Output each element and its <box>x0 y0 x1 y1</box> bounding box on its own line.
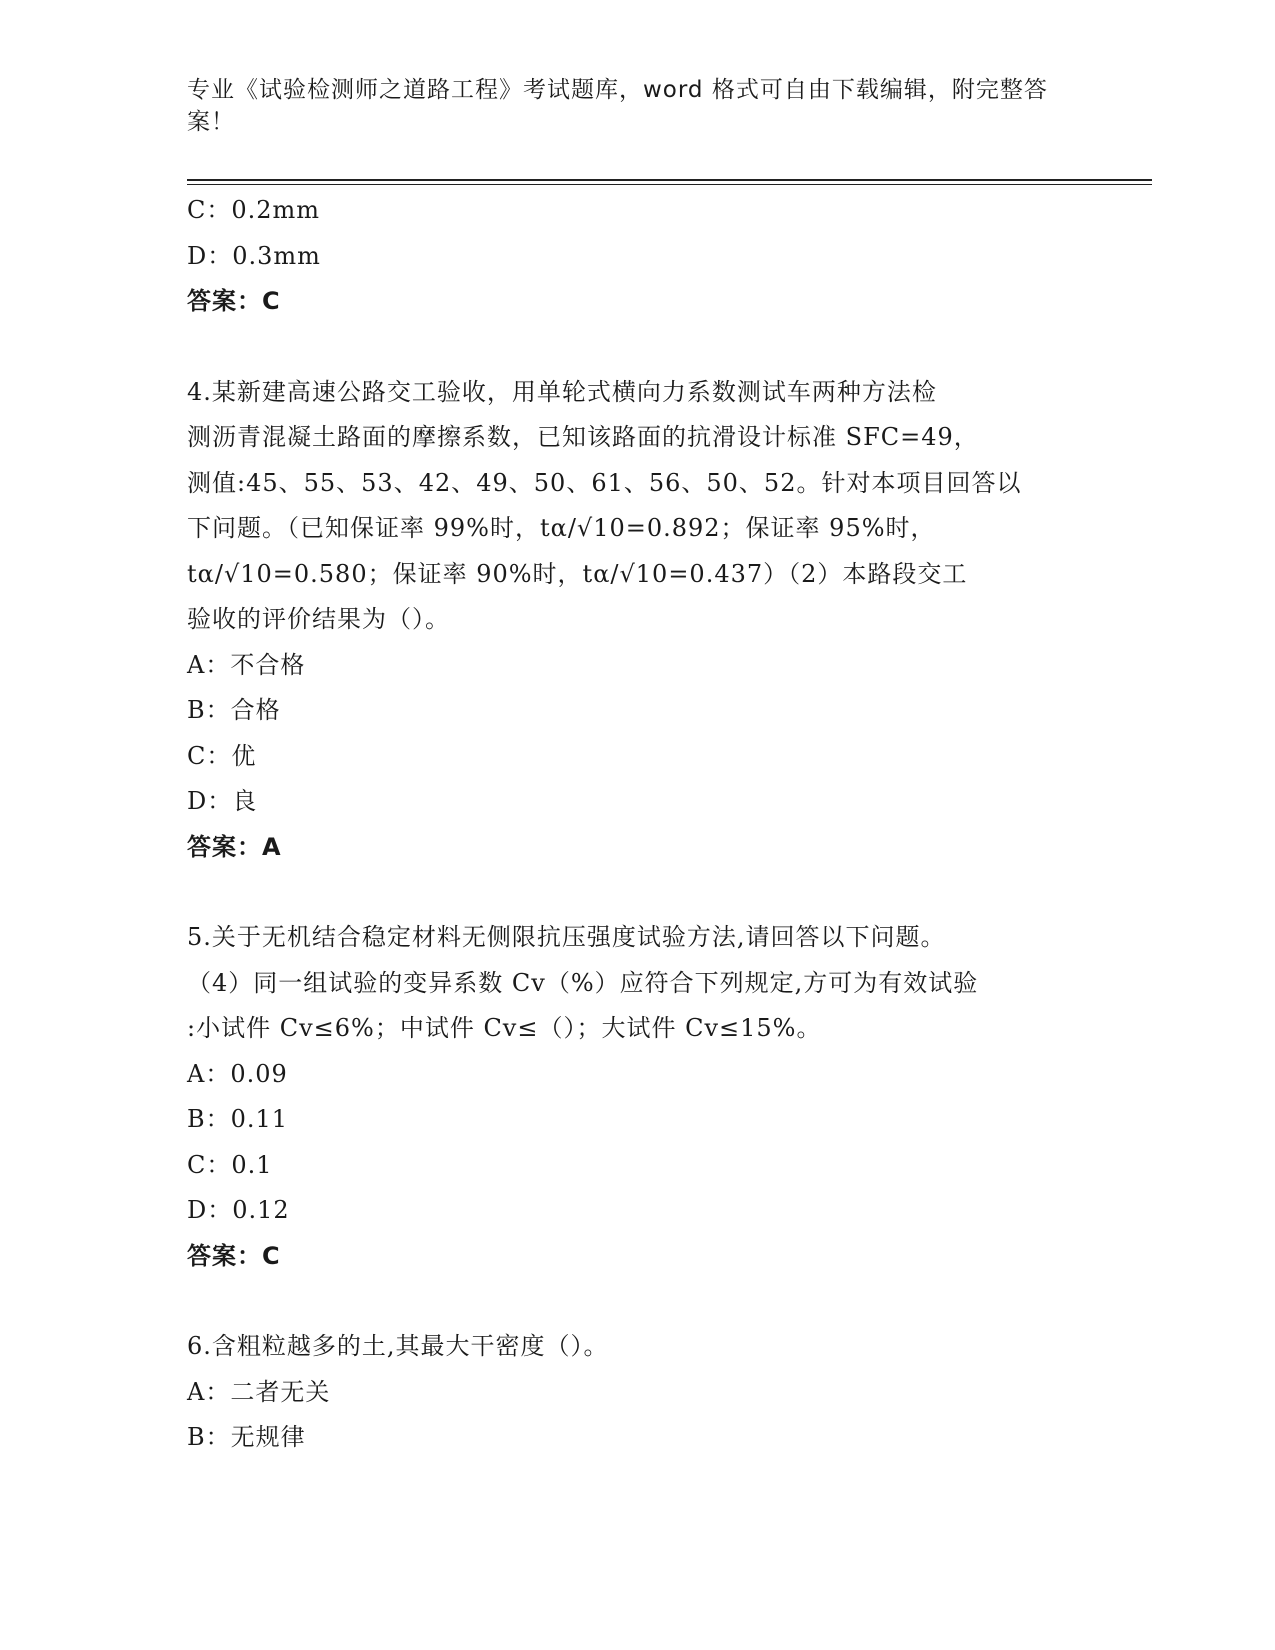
option-c: C：0.1 <box>187 1150 273 1179</box>
question-stem-line: tα/√10=0.580；保证率 90%时，tα/√10=0.437）（2）本路段交工 <box>187 559 968 588</box>
question-stem-line: 验收的评价结果为（）。 <box>187 605 450 633</box>
question-stem-line: :小试件 Cv≤6%；中试件 Cv≤（）；大试件 Cv≤15%。 <box>187 1014 822 1042</box>
previous-question-tail <box>187 188 1087 325</box>
header-line-2: 案！ <box>187 109 235 135</box>
option-b: B：合格 <box>187 696 281 724</box>
header-divider <box>187 179 1152 185</box>
option-a: A：不合格 <box>187 650 306 679</box>
question-stem-line: 6.含粗粒越多的土,其最大干密度（）。 <box>187 1332 609 1360</box>
question-stem-line: 测值:45、55、53、42、49、50、61、56、50、52。针对本项目回答以 <box>187 468 1022 497</box>
option-d: D：0.12 <box>187 1196 290 1224</box>
question-4 <box>187 370 1087 871</box>
option-c: C：优 <box>187 741 257 770</box>
option-a: A：二者无关 <box>187 1377 331 1406</box>
answer-line: 答案：C <box>187 287 281 315</box>
answer-line: 答案：C <box>187 1241 281 1270</box>
option-c: C：0.2mm <box>187 196 321 224</box>
option-b: B：无规律 <box>187 1423 306 1451</box>
header-line-1: 专业《试验检测师之道路工程》考试题库，word 格式可自由下载编辑，附完整答 <box>187 77 1048 103</box>
question-stem-line: （4）同一组试验的变异系数 Cv（%）应符合下列规定,方可为有效试验 <box>187 968 979 997</box>
question-content <box>187 188 1087 1461</box>
spacer <box>187 1279 1087 1324</box>
question-5 <box>187 915 1087 1279</box>
question-stem-line: 4.某新建高速公路交工验收，用单轮式横向力系数测试车两种方法检 <box>187 377 937 406</box>
option-d: D：良 <box>187 787 258 815</box>
option-a: A：0.09 <box>187 1059 288 1088</box>
question-6 <box>187 1324 1087 1461</box>
page-header <box>187 74 1077 138</box>
option-b: B：0.11 <box>187 1105 289 1133</box>
spacer <box>187 870 1087 915</box>
question-stem-line: 5.关于无机结合稳定材料无侧限抗压强度试验方法,请回答以下问题。 <box>187 923 946 951</box>
option-d: D：0.3mm <box>187 241 321 270</box>
answer-line: 答案：A <box>187 832 282 861</box>
question-stem-line: 下问题。（已知保证率 99%时，tα/√10=0.892；保证率 95%时， <box>187 514 936 542</box>
question-stem-line: 测沥青混凝土路面的摩擦系数，已知该路面的抗滑设计标准 SFC=49， <box>187 423 979 451</box>
spacer <box>187 325 1087 370</box>
